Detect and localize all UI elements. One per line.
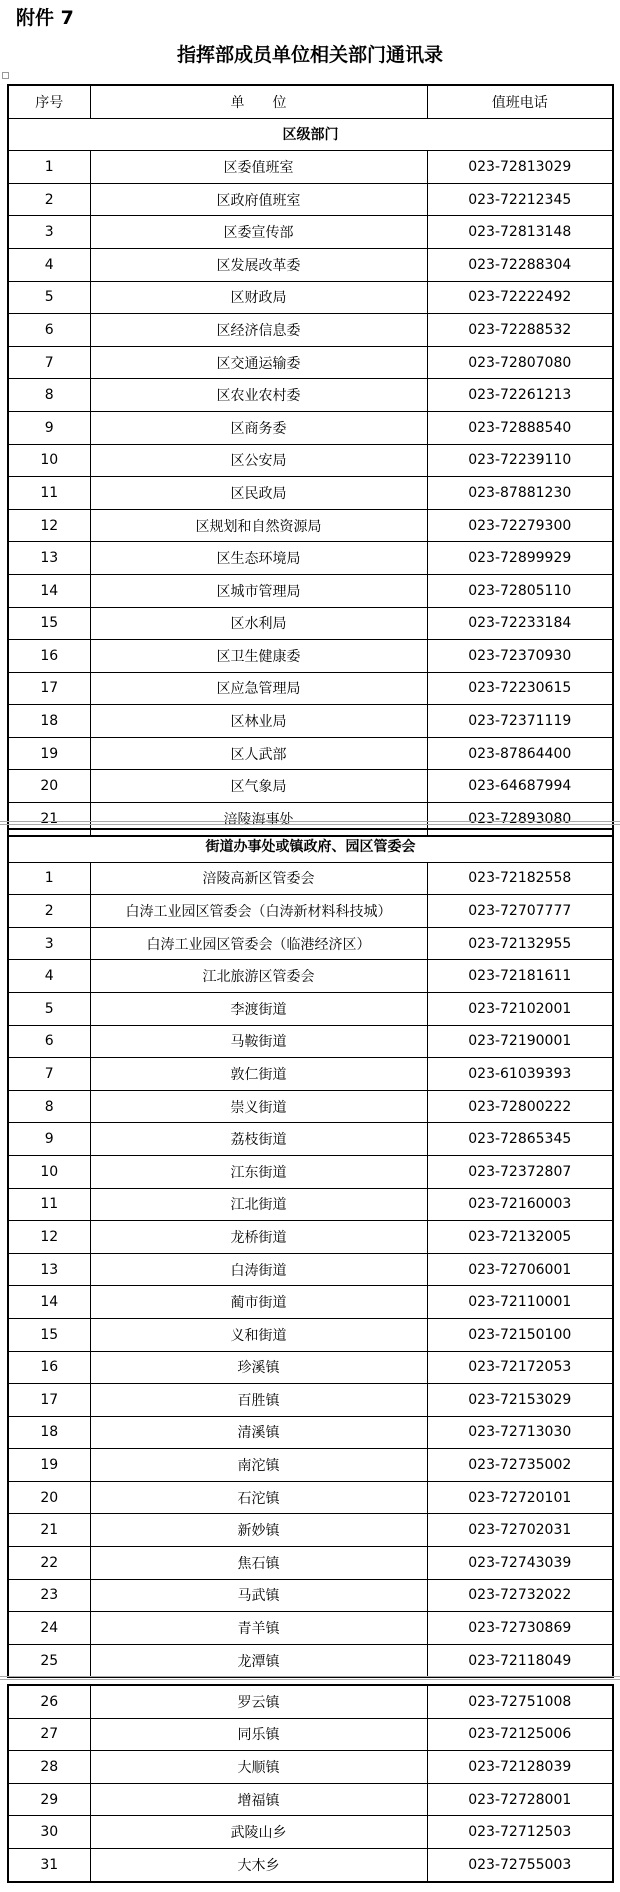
table-row — [8, 1090, 613, 1123]
row-phone: 023-72102001 — [427, 992, 613, 1025]
row-number: 11 — [8, 1188, 90, 1221]
row-number: 22 — [8, 1547, 90, 1580]
row-unit: 区公安局 — [90, 444, 427, 477]
row-unit: 白涛工业园区管委会（白涛新材料科技城） — [90, 895, 427, 928]
row-phone: 023-72755003 — [427, 1848, 613, 1881]
table-row — [8, 1612, 613, 1645]
table-row — [8, 1253, 613, 1286]
row-phone: 023-72279300 — [427, 509, 613, 542]
row-unit: 崇义街道 — [90, 1090, 427, 1123]
row-number: 1 — [8, 151, 90, 184]
row-number: 17 — [8, 672, 90, 705]
row-unit: 区委宣传部 — [90, 216, 427, 249]
table-row — [8, 1816, 613, 1849]
row-unit: 白涛工业园区管委会（临港经济区） — [90, 927, 427, 960]
row-phone: 023-72713030 — [427, 1416, 613, 1449]
row-number: 21 — [8, 1514, 90, 1547]
table-row — [8, 1384, 613, 1417]
row-phone: 023-72153029 — [427, 1384, 613, 1417]
table-row — [8, 1449, 613, 1482]
row-unit: 白涛街道 — [90, 1253, 427, 1286]
row-number: 27 — [8, 1718, 90, 1751]
row-unit: 义和街道 — [90, 1318, 427, 1351]
row-phone: 023-87881230 — [427, 477, 613, 510]
row-number: 30 — [8, 1816, 90, 1849]
table-row — [8, 992, 613, 1025]
row-phone: 023-72371119 — [427, 705, 613, 738]
row-number: 18 — [8, 1416, 90, 1449]
page-title: 指挥部成员单位相关部门通讯录 — [176, 44, 443, 66]
row-number: 13 — [8, 1253, 90, 1286]
table-row — [8, 1155, 613, 1188]
table-row — [8, 960, 613, 993]
row-phone: 023-72720101 — [427, 1481, 613, 1514]
row-unit: 大木乡 — [90, 1848, 427, 1881]
row-phone: 023-72128039 — [427, 1751, 613, 1784]
table-row — [8, 1783, 613, 1816]
row-phone: 023-72150100 — [427, 1318, 613, 1351]
row-unit: 区发展改革委 — [90, 248, 427, 281]
row-unit: 珍溪镇 — [90, 1351, 427, 1384]
table-row — [8, 1547, 613, 1580]
table-row — [8, 895, 613, 928]
row-number: 6 — [8, 314, 90, 347]
row-unit: 马鞍街道 — [90, 1025, 427, 1058]
row-phone: 023-72372807 — [427, 1155, 613, 1188]
row-unit: 区政府值班室 — [90, 183, 427, 216]
row-phone: 023-72888540 — [427, 411, 613, 444]
row-unit: 区民政局 — [90, 477, 427, 510]
row-unit: 江北街道 — [90, 1188, 427, 1221]
row-phone: 023-72182558 — [427, 862, 613, 895]
row-unit: 区卫生健康委 — [90, 640, 427, 673]
row-number: 29 — [8, 1783, 90, 1816]
section-title-district: 区级部门 — [8, 118, 613, 151]
table-row — [8, 607, 613, 640]
row-phone: 023-72125006 — [427, 1718, 613, 1751]
row-number: 20 — [8, 770, 90, 803]
row-unit: 区人武部 — [90, 737, 427, 770]
row-number: 9 — [8, 1123, 90, 1156]
row-number: 9 — [8, 411, 90, 444]
table-row — [8, 411, 613, 444]
row-phone: 023-72132955 — [427, 927, 613, 960]
table-row — [8, 927, 613, 960]
row-phone: 023-72288532 — [427, 314, 613, 347]
row-number: 10 — [8, 444, 90, 477]
row-phone: 023-72172053 — [427, 1351, 613, 1384]
row-unit: 区城市管理局 — [90, 574, 427, 607]
row-phone: 023-72730869 — [427, 1612, 613, 1645]
table-row — [8, 379, 613, 412]
row-number: 26 — [8, 1685, 90, 1718]
row-phone: 023-72233184 — [427, 607, 613, 640]
row-number: 12 — [8, 509, 90, 542]
table-row — [8, 1848, 613, 1881]
row-number: 16 — [8, 1351, 90, 1384]
row-number: 15 — [8, 1318, 90, 1351]
table-row — [8, 1416, 613, 1449]
row-unit: 区气象局 — [90, 770, 427, 803]
row-unit: 区商务委 — [90, 411, 427, 444]
row-phone: 023-72707777 — [427, 895, 613, 928]
row-number: 12 — [8, 1221, 90, 1254]
table-row — [8, 1644, 613, 1677]
row-number: 15 — [8, 607, 90, 640]
row-unit: 增福镇 — [90, 1783, 427, 1816]
section-title-row — [8, 829, 613, 862]
table-row — [8, 1221, 613, 1254]
table-row — [8, 574, 613, 607]
row-number: 8 — [8, 1090, 90, 1123]
row-unit: 区水利局 — [90, 607, 427, 640]
row-number: 7 — [8, 1058, 90, 1091]
table-row — [8, 1514, 613, 1547]
row-unit: 江东街道 — [90, 1155, 427, 1188]
row-phone: 023-72370930 — [427, 640, 613, 673]
row-unit: 区交通运输委 — [90, 346, 427, 379]
row-unit: 荔枝街道 — [90, 1123, 427, 1156]
row-unit: 区农业农村委 — [90, 379, 427, 412]
directory-table-district — [7, 84, 614, 837]
table-row — [8, 314, 613, 347]
row-phone: 023-72899929 — [427, 542, 613, 575]
table-row — [8, 542, 613, 575]
row-phone: 023-72751008 — [427, 1685, 613, 1718]
row-number: 31 — [8, 1848, 90, 1881]
row-phone: 023-72807080 — [427, 346, 613, 379]
row-phone: 023-72230615 — [427, 672, 613, 705]
row-phone: 023-72190001 — [427, 1025, 613, 1058]
row-unit: 龙桥街道 — [90, 1221, 427, 1254]
table-row — [8, 1123, 613, 1156]
row-phone: 023-72706001 — [427, 1253, 613, 1286]
row-number: 5 — [8, 992, 90, 1025]
row-unit: 新妙镇 — [90, 1514, 427, 1547]
table-row — [8, 1188, 613, 1221]
row-phone: 023-72212345 — [427, 183, 613, 216]
page-break — [0, 1674, 620, 1681]
table-row — [8, 216, 613, 249]
row-number: 24 — [8, 1612, 90, 1645]
row-unit: 清溪镇 — [90, 1416, 427, 1449]
table-row — [8, 281, 613, 314]
table-row — [8, 1058, 613, 1091]
table-row — [8, 1685, 613, 1718]
row-unit: 石沱镇 — [90, 1481, 427, 1514]
row-unit: 涪陵高新区管委会 — [90, 862, 427, 895]
header-row — [8, 85, 613, 118]
row-unit: 南沱镇 — [90, 1449, 427, 1482]
table-row — [8, 1718, 613, 1751]
row-phone: 023-72288304 — [427, 248, 613, 281]
row-unit: 蔺市街道 — [90, 1286, 427, 1319]
row-unit: 龙潭镇 — [90, 1644, 427, 1677]
row-unit: 焦石镇 — [90, 1547, 427, 1580]
row-number: 1 — [8, 862, 90, 895]
row-phone: 023-72110001 — [427, 1286, 613, 1319]
row-number: 13 — [8, 542, 90, 575]
table-row — [8, 151, 613, 184]
table-row — [8, 248, 613, 281]
row-number: 28 — [8, 1751, 90, 1784]
row-number: 2 — [8, 895, 90, 928]
row-phone: 023-64687994 — [427, 770, 613, 803]
row-phone: 023-72732022 — [427, 1579, 613, 1612]
row-unit: 敦仁街道 — [90, 1058, 427, 1091]
row-phone: 023-87864400 — [427, 737, 613, 770]
row-phone: 023-72712503 — [427, 1816, 613, 1849]
row-unit: 同乐镇 — [90, 1718, 427, 1751]
row-unit: 区委值班室 — [90, 151, 427, 184]
table-row — [8, 737, 613, 770]
table-row — [8, 346, 613, 379]
row-number: 3 — [8, 927, 90, 960]
row-phone: 023-72865345 — [427, 1123, 613, 1156]
row-phone: 023-72813029 — [427, 151, 613, 184]
row-phone: 023-72800222 — [427, 1090, 613, 1123]
row-phone: 023-72813148 — [427, 216, 613, 249]
row-number: 11 — [8, 477, 90, 510]
row-unit: 罗云镇 — [90, 1685, 427, 1718]
table-row — [8, 477, 613, 510]
row-number: 21 — [8, 803, 90, 836]
directory-table-towns — [7, 828, 614, 1678]
row-number: 2 — [8, 183, 90, 216]
section-title-towns: 街道办事处或镇政府、园区管委会 — [8, 829, 613, 862]
table-row — [8, 1481, 613, 1514]
table-row — [8, 862, 613, 895]
row-unit: 涪陵海事处 — [90, 803, 427, 836]
row-unit: 区经济信息委 — [90, 314, 427, 347]
page-break — [0, 819, 620, 826]
row-phone: 023-72743039 — [427, 1547, 613, 1580]
row-number: 18 — [8, 705, 90, 738]
row-phone: 023-72222492 — [427, 281, 613, 314]
row-number: 25 — [8, 1644, 90, 1677]
row-number: 19 — [8, 737, 90, 770]
row-unit: 区财政局 — [90, 281, 427, 314]
header-no: 序号 — [8, 85, 90, 118]
row-number: 3 — [8, 216, 90, 249]
row-unit: 大顺镇 — [90, 1751, 427, 1784]
table-row — [8, 770, 613, 803]
table-row — [8, 444, 613, 477]
row-unit: 武陵山乡 — [90, 1816, 427, 1849]
table-row — [8, 1318, 613, 1351]
row-number: 14 — [8, 574, 90, 607]
row-number: 14 — [8, 1286, 90, 1319]
row-phone: 023-72181611 — [427, 960, 613, 993]
row-phone: 023-72118049 — [427, 1644, 613, 1677]
row-number: 16 — [8, 640, 90, 673]
table-row — [8, 1286, 613, 1319]
header-unit: 单 位 — [90, 85, 427, 118]
row-unit: 区生态环境局 — [90, 542, 427, 575]
table-row — [8, 672, 613, 705]
row-phone: 023-72132005 — [427, 1221, 613, 1254]
attachment-label: 附件 7 — [16, 7, 74, 29]
directory-table-continued — [7, 1684, 614, 1883]
row-unit: 李渡街道 — [90, 992, 427, 1025]
row-number: 20 — [8, 1481, 90, 1514]
row-unit: 马武镇 — [90, 1579, 427, 1612]
row-phone: 023-61039393 — [427, 1058, 613, 1091]
row-unit: 区规划和自然资源局 — [90, 509, 427, 542]
table-row — [8, 509, 613, 542]
table-row — [8, 1751, 613, 1784]
section-title-row — [8, 118, 613, 151]
row-phone: 023-72160003 — [427, 1188, 613, 1221]
header-phone: 值班电话 — [427, 85, 613, 118]
row-number: 8 — [8, 379, 90, 412]
row-number: 5 — [8, 281, 90, 314]
row-number: 23 — [8, 1579, 90, 1612]
row-unit: 青羊镇 — [90, 1612, 427, 1645]
row-unit: 江北旅游区管委会 — [90, 960, 427, 993]
row-number: 19 — [8, 1449, 90, 1482]
row-phone: 023-72728001 — [427, 1783, 613, 1816]
table-row — [8, 640, 613, 673]
row-unit: 区应急管理局 — [90, 672, 427, 705]
row-number: 4 — [8, 960, 90, 993]
table-row — [8, 1351, 613, 1384]
row-phone: 023-72239110 — [427, 444, 613, 477]
row-phone: 023-72261213 — [427, 379, 613, 412]
table-row — [8, 705, 613, 738]
row-number: 4 — [8, 248, 90, 281]
row-number: 6 — [8, 1025, 90, 1058]
table-row — [8, 183, 613, 216]
table-row — [8, 1025, 613, 1058]
row-phone: 023-72702031 — [427, 1514, 613, 1547]
row-number: 17 — [8, 1384, 90, 1417]
row-phone: 023-72893080 — [427, 803, 613, 836]
row-phone: 023-72805110 — [427, 574, 613, 607]
row-number: 7 — [8, 346, 90, 379]
row-number: 10 — [8, 1155, 90, 1188]
row-unit: 百胜镇 — [90, 1384, 427, 1417]
anchor-mark — [2, 72, 9, 79]
row-phone: 023-72735002 — [427, 1449, 613, 1482]
row-unit: 区林业局 — [90, 705, 427, 738]
table-row — [8, 1579, 613, 1612]
